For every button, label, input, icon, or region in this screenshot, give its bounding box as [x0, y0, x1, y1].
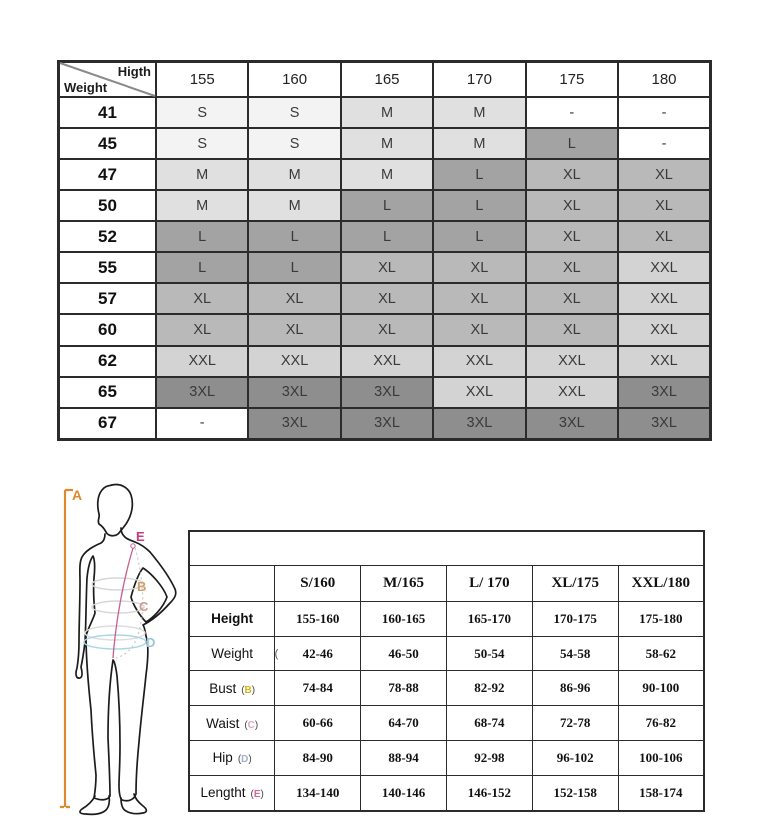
- annotation-letter: (B): [241, 684, 256, 696]
- weight-row-header: 67: [59, 408, 157, 440]
- size-chart-table: [57, 60, 712, 441]
- size-cell: -: [618, 97, 710, 128]
- annotation-letter: (E): [250, 789, 264, 801]
- annotation-letter: (D): [237, 754, 252, 766]
- size-table-row: [59, 314, 711, 345]
- size-cell: XXL: [618, 252, 710, 283]
- measurement-value-cell: 46-50: [361, 636, 447, 671]
- size-column-header: S/160: [275, 566, 361, 602]
- height-column-header: 160: [248, 62, 340, 98]
- size-cell: -: [156, 408, 248, 440]
- size-cell: 3XL: [618, 377, 710, 408]
- measurement-row: [189, 671, 704, 706]
- measurement-value-cell: 88-94: [361, 740, 447, 775]
- measurement-value-cell: 152-158: [532, 775, 618, 811]
- measurement-table: [188, 530, 705, 812]
- size-column-header: XL/175: [532, 566, 618, 602]
- weight-row-header: 57: [59, 283, 157, 314]
- row-label-text: Lengtht: [200, 785, 246, 801]
- size-cell: M: [433, 128, 525, 159]
- size-cell: S: [248, 97, 340, 128]
- size-cell: M: [248, 159, 340, 190]
- measurement-value-cell: 60-66: [275, 706, 361, 741]
- measurement-row-label: [189, 671, 275, 706]
- body-outline: [76, 484, 176, 814]
- figure-label-e: E: [136, 529, 145, 544]
- measurement-row: [189, 602, 704, 637]
- size-cell: XL: [248, 314, 340, 345]
- size-cell: -: [618, 128, 710, 159]
- measurement-value-cell: 72-78: [532, 706, 618, 741]
- row-label-text: Height: [211, 611, 254, 627]
- size-chart-header-row: [59, 62, 711, 98]
- size-cell: S: [156, 97, 248, 128]
- size-cell: XXL: [433, 377, 525, 408]
- measurement-value-cell: 90-100: [618, 671, 704, 706]
- size-cell: 3XL: [248, 408, 340, 440]
- size-cell: L: [526, 128, 618, 159]
- row-label-text: Bust: [209, 680, 237, 696]
- size-column-header: L/ 170: [446, 566, 532, 602]
- size-cell: XL: [433, 314, 525, 345]
- measurement-row: [189, 740, 704, 775]
- size-cell: L: [341, 190, 433, 221]
- size-table-row: [59, 346, 711, 377]
- measurement-value-cell: 54-58: [532, 636, 618, 671]
- size-cell: XXL: [526, 377, 618, 408]
- measurement-table-header-row: [189, 566, 704, 602]
- measurement-row-label: [189, 602, 275, 637]
- size-cell: XL: [618, 159, 710, 190]
- size-cell: 3XL: [618, 408, 710, 440]
- measurement-row-label: [189, 775, 275, 811]
- size-cell: L: [156, 221, 248, 252]
- size-cell: M: [156, 159, 248, 190]
- measurement-value-cell: 82-92: [446, 671, 532, 706]
- weight-row-header: 55: [59, 252, 157, 283]
- size-cell: 3XL: [248, 377, 340, 408]
- size-cell: XXL: [618, 283, 710, 314]
- size-cell: XXL: [156, 346, 248, 377]
- size-table-row: [59, 252, 711, 283]
- weight-row-header: 47: [59, 159, 157, 190]
- size-column-header: M/165: [361, 566, 447, 602]
- spacer-cell: [189, 531, 704, 566]
- size-cell: L: [433, 221, 525, 252]
- weight-row-header: 60: [59, 314, 157, 345]
- measurement-value-cell: 160-165: [361, 602, 447, 637]
- size-cell: 3XL: [341, 408, 433, 440]
- height-column-header: 175: [526, 62, 618, 98]
- weight-row-header: 50: [59, 190, 157, 221]
- corner-label-weight: Weight: [64, 80, 108, 95]
- size-cell: XL: [248, 283, 340, 314]
- size-cell: XXL: [248, 346, 340, 377]
- size-table-row: [59, 408, 711, 440]
- row-label-text: Waist: [206, 715, 240, 731]
- size-cell: M: [433, 97, 525, 128]
- size-cell: M: [341, 97, 433, 128]
- figure-label-b: B: [137, 579, 147, 594]
- measurement-value-cell: 68-74: [446, 706, 532, 741]
- size-cell: XL: [618, 190, 710, 221]
- measurement-value-cell: 78-88: [361, 671, 447, 706]
- size-cell: XL: [526, 159, 618, 190]
- size-table-row: [59, 128, 711, 159]
- size-cell: XL: [341, 314, 433, 345]
- measurement-table-spacer-row: [189, 531, 704, 566]
- measurement-value-cell: 140-146: [361, 775, 447, 811]
- corner-label-height: Higth: [117, 64, 151, 79]
- measurement-value-cell: 96-102: [532, 740, 618, 775]
- measurement-value-cell: 84-90: [275, 740, 361, 775]
- size-cell: XL: [526, 283, 618, 314]
- figure-label-d: D: [146, 635, 156, 650]
- measurement-value-cell: 146-152: [446, 775, 532, 811]
- size-cell: XL: [433, 283, 525, 314]
- weight-row-header: 41: [59, 97, 157, 128]
- measurement-value-cell: 58-62: [618, 636, 704, 671]
- measurement-value-cell: 86-96: [532, 671, 618, 706]
- measurement-value-cell: 50-54: [446, 636, 532, 671]
- measurement-value-cell: 165-170: [446, 602, 532, 637]
- weight-row-header: 52: [59, 221, 157, 252]
- size-column-header: XXL/180: [618, 566, 704, 602]
- measurement-value-cell: 42-46: [275, 636, 361, 671]
- size-cell: XXL: [341, 346, 433, 377]
- measurement-value-cell: 170-175: [532, 602, 618, 637]
- figure-label-a: A: [72, 487, 83, 503]
- measurement-value-cell: 74-84: [275, 671, 361, 706]
- height-column-header: 180: [618, 62, 710, 98]
- size-cell: XL: [526, 190, 618, 221]
- size-cell: S: [248, 128, 340, 159]
- size-cell: M: [248, 190, 340, 221]
- size-cell: XL: [526, 252, 618, 283]
- size-cell: 3XL: [433, 408, 525, 440]
- size-cell: XL: [526, 221, 618, 252]
- size-cell: 3XL: [526, 408, 618, 440]
- measurement-row: [189, 706, 704, 741]
- measurement-value-cell: 175-180: [618, 602, 704, 637]
- height-column-header: 155: [156, 62, 248, 98]
- size-cell: 3XL: [156, 377, 248, 408]
- height-column-header: 165: [341, 62, 433, 98]
- size-table-row: [59, 97, 711, 128]
- size-cell: L: [433, 190, 525, 221]
- measurement-row: [189, 775, 704, 811]
- measurement-row: [189, 636, 704, 671]
- size-cell: -: [526, 97, 618, 128]
- size-table-row: [59, 221, 711, 252]
- measurement-value-cell: 134-140: [275, 775, 361, 811]
- corner-header-cell: [59, 62, 157, 98]
- figure-label-c: C: [139, 599, 149, 614]
- size-cell: L: [248, 252, 340, 283]
- weight-row-header: 62: [59, 346, 157, 377]
- weight-row-header: 65: [59, 377, 157, 408]
- size-cell: XXL: [526, 346, 618, 377]
- size-header-empty: [189, 566, 275, 602]
- size-cell: XL: [526, 314, 618, 345]
- size-cell: XL: [341, 283, 433, 314]
- measurement-value-cell: 158-174: [618, 775, 704, 811]
- size-cell: M: [341, 128, 433, 159]
- row-label-text: Weight: [211, 646, 254, 662]
- measurement-value-cell: 76-82: [618, 706, 704, 741]
- size-cell: L: [433, 159, 525, 190]
- size-cell: XXL: [618, 314, 710, 345]
- size-cell: S: [156, 128, 248, 159]
- weight-row-header: 45: [59, 128, 157, 159]
- size-cell: 3XL: [341, 377, 433, 408]
- measurement-value-cell: 92-98: [446, 740, 532, 775]
- length-line: [113, 548, 133, 658]
- size-cell: XL: [156, 283, 248, 314]
- row-label-text: Hip: [212, 750, 233, 766]
- measurement-value-cell: 64-70: [361, 706, 447, 741]
- size-cell: L: [248, 221, 340, 252]
- size-cell: XL: [433, 252, 525, 283]
- size-cell: L: [156, 252, 248, 283]
- annotation-letter: (C): [244, 719, 259, 731]
- size-cell: L: [341, 221, 433, 252]
- measurement-value-cell: 100-106: [618, 740, 704, 775]
- measurement-row-label: [189, 706, 275, 741]
- size-cell: XXL: [433, 346, 525, 377]
- size-table-row: [59, 159, 711, 190]
- body-measurement-figure: [58, 470, 193, 820]
- clipped-paren-fragment: (: [274, 647, 279, 660]
- size-cell: XL: [156, 314, 248, 345]
- size-cell: XL: [341, 252, 433, 283]
- size-cell: XL: [618, 221, 710, 252]
- measurement-row-label: [189, 636, 279, 671]
- size-table-row: [59, 283, 711, 314]
- size-cell: XXL: [618, 346, 710, 377]
- size-table-row: [59, 190, 711, 221]
- measurement-row-label: [189, 740, 275, 775]
- measurement-value-cell: 155-160: [275, 602, 361, 637]
- size-cell: M: [341, 159, 433, 190]
- size-cell: M: [156, 190, 248, 221]
- size-table-row: [59, 377, 711, 408]
- height-column-header: 170: [433, 62, 525, 98]
- height-arrow: [60, 490, 73, 807]
